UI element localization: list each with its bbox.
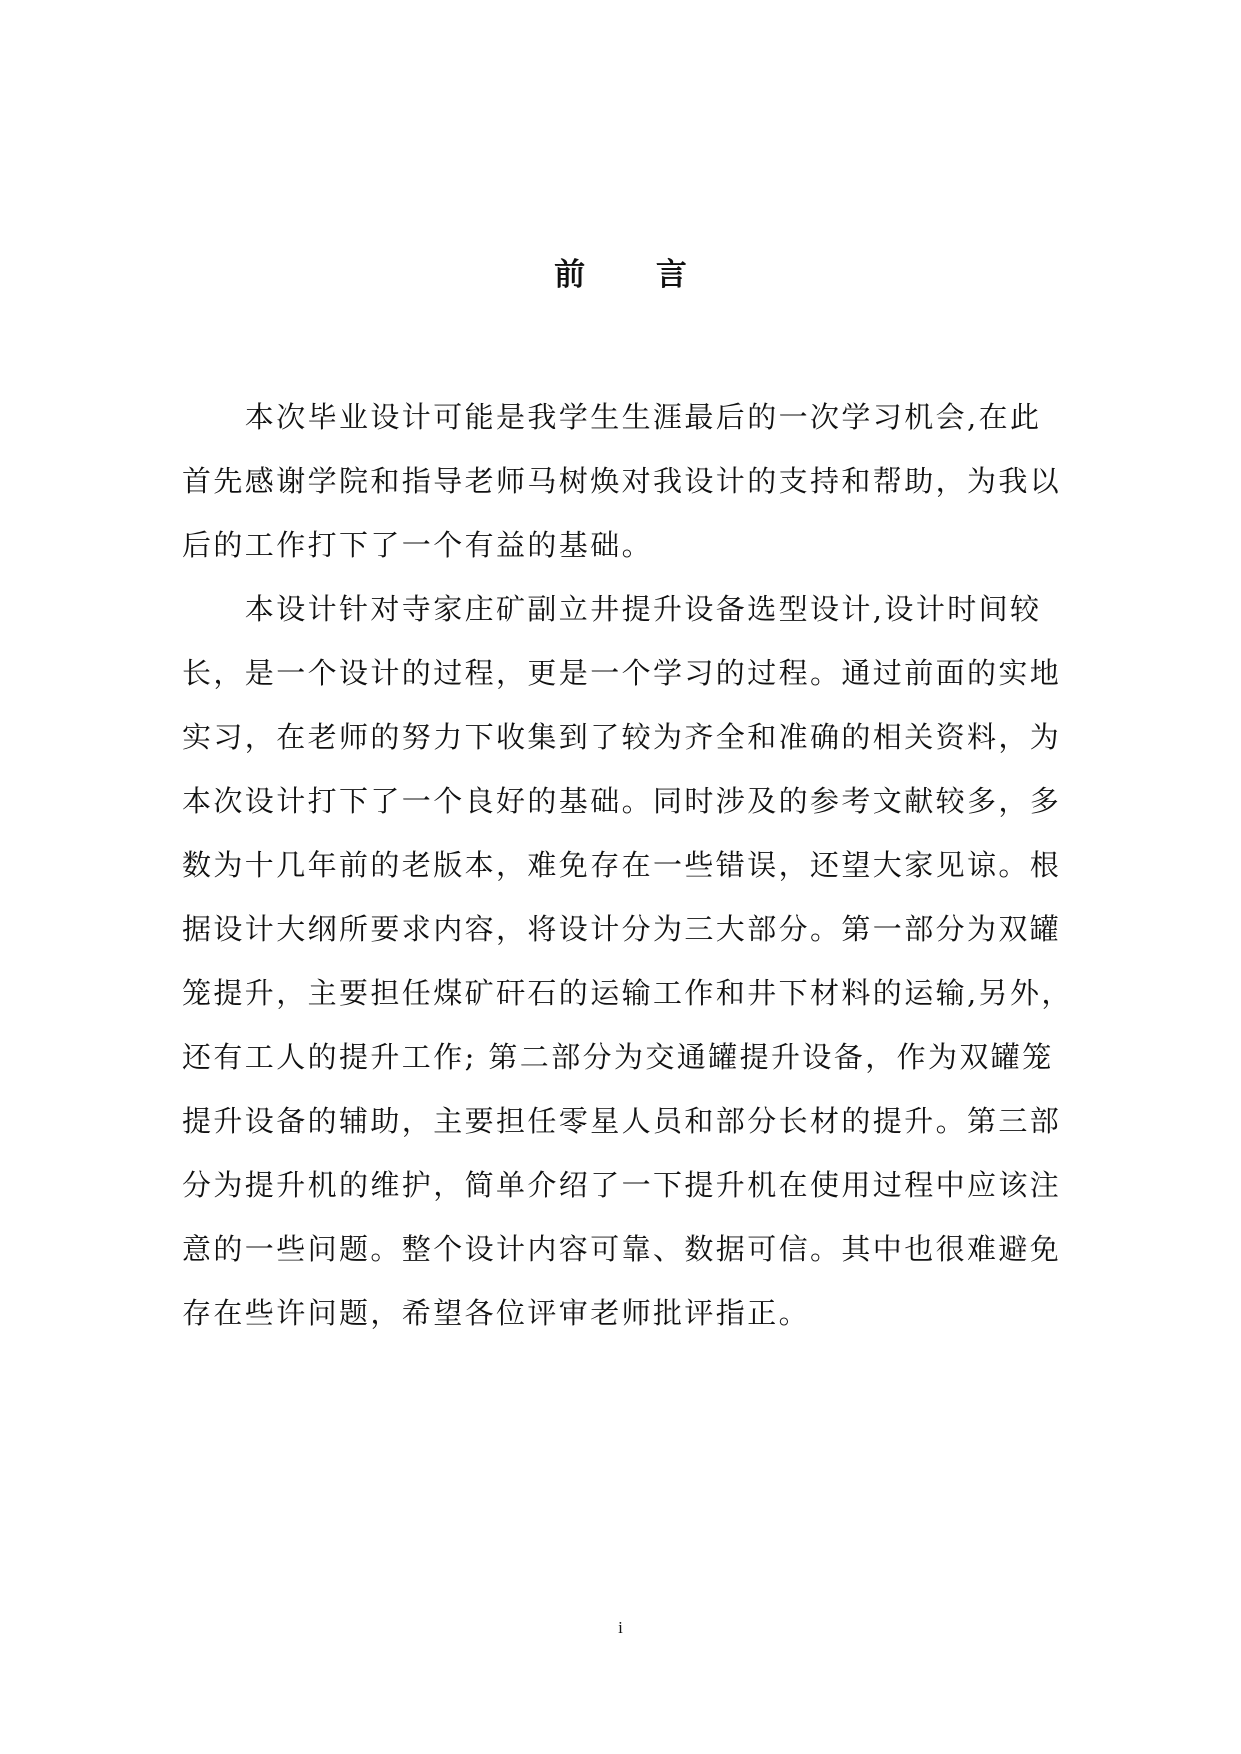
text-line: 实习，在老师的努力下收集到了较为齐全和准确的相关资料，为 xyxy=(182,720,1062,754)
page-number: i xyxy=(618,1618,623,1637)
text-line: 本次毕业设计可能是我学生生涯最后的一次学习机会,在此 xyxy=(182,400,1042,434)
page-title: 前 言 xyxy=(554,257,717,293)
text-line: 数为十几年前的老版本，难免存在一些错误，还望大家见谅。根 xyxy=(182,848,1062,882)
text-line: 分为提升机的维护，简单介绍了一下提升机在使用过程中应该注 xyxy=(182,1168,1062,1202)
text-line: 本次设计打下了一个良好的基础。同时涉及的参考文献较多，多 xyxy=(182,784,1062,818)
text-line: 长，是一个设计的过程，更是一个学习的过程。通过前面的实地 xyxy=(182,656,1062,690)
text-line: 本设计针对寺家庄矿副立井提升设备选型设计,设计时间较 xyxy=(182,592,1042,626)
text-line: 提升设备的辅助，主要担任零星人员和部分长材的提升。第三部 xyxy=(182,1104,1062,1138)
text-line: 笼提升，主要担任煤矿矸石的运输工作和井下材料的运输,另外， xyxy=(182,976,1073,1010)
text-line: 还有工人的提升工作; 第二部分为交通罐提升设备，作为双罐笼 xyxy=(182,1040,1054,1074)
text-line: 存在些许问题，希望各位评审老师批评指正。 xyxy=(182,1296,811,1330)
text-line: 首先感谢学院和指导老师马树焕对我设计的支持和帮助，为我以 xyxy=(182,464,1062,498)
text-line: 后的工作打下了一个有益的基础。 xyxy=(182,528,654,562)
text-line: 意的一些问题。整个设计内容可靠、数据可信。其中也很难避免 xyxy=(182,1232,1062,1266)
text-line: 据设计大纲所要求内容，将设计分为三大部分。第一部分为双罐 xyxy=(182,912,1062,946)
